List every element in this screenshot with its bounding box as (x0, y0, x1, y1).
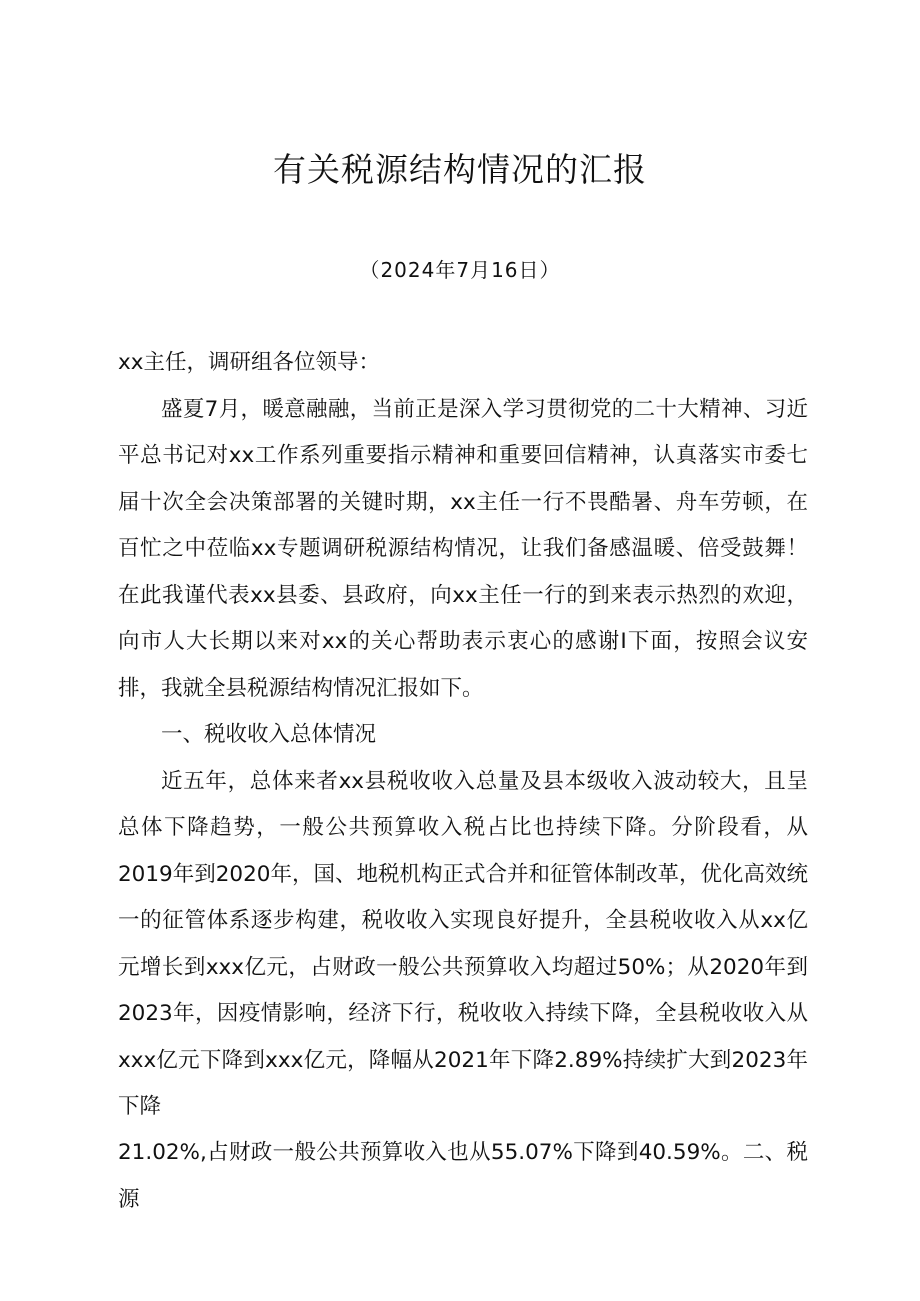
paragraph-greeting: 盛夏7月，暖意融融，当前正是深入学习贯彻党的二十大精神、习近平总书记对xx工作系列重要指示精神和重要回信精神，认真落实市委七届十次全会决策部署的关键时期，xx主任一行不畏酷暑、舟车劳顿，在百忙之中莅临xx专题调研税源结构情况，让我们备感温暖、倍受鼓舞！在此我谨代表xx县委、县政府，向xx主任一行的到来表示热烈的欢迎，向市人大长期以来对xx的关心帮助表示衷心的感谢I下面，按照会议安排，我就全县税源结构情况汇报如下。 (118, 396, 808, 701)
paragraph-tax-overview: 近五年，总体来者xx县税收收入总量及县本级收入波动较大，且呈总体下降趋势，一般公共预算收入税占比也持续下降。分阶段看，从2019年到2020年，国、地税机构正式合并和征管体制改革，优化高效统一的征管体系逐步构建，税收收入实现良好提升，全县税收收入从xx亿元增长到xxx亿元，占财政一般公共预算收入均超过50%；从2020年到2023年，因疫情影响，经济下行，税收收入持续下降，全县税收收入从xxx亿元下降到xxx亿元，降幅从2021年下降2.89%持续扩大到2023年下降 (118, 768, 808, 1119)
section-heading-tax-overview: 一、税收收入总体情况 (161, 722, 377, 747)
document-body-continuation (118, 1130, 808, 1223)
document-body (118, 340, 808, 1131)
document-title: 有关税源结构情况的汇报 (273, 150, 647, 189)
paragraph-continuation: 21.02%,占财政一般公共预算收入也从55.07%下降到40.59%。二、税源 (118, 1140, 808, 1212)
salutation: xx主任，调研组各位领导： (118, 350, 380, 375)
document-date: （2024年7月16日） (359, 258, 561, 282)
